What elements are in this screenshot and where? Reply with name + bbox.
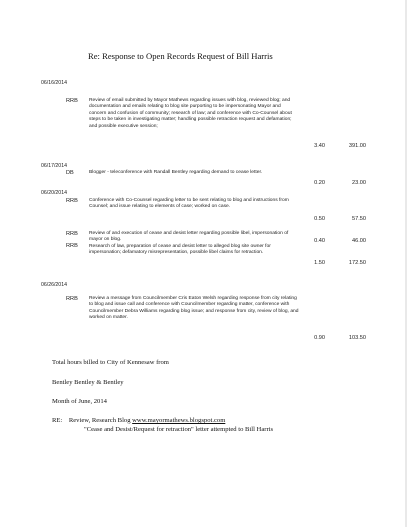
entry-hours: 0.90: [314, 335, 325, 341]
entry-description: Review a message from Councilmember Cris Eaton Welsh regarding response from city relating to blog and issue call and conference with Councilmember regarding matter, conference with Councilmember Debra Williams regarding blog issue; and response from city, review of blog, and worked on matter.: [89, 296, 299, 321]
entry-hours: 1.50: [314, 260, 325, 266]
entry-hours: 0.40: [314, 238, 325, 244]
entry-hours: 3.40: [314, 143, 325, 149]
total-hours-line: Total hours billed to City of Kennesaw from: [52, 359, 169, 366]
entry-amount: 57.50: [352, 216, 366, 222]
entry-description: Research of law, preparation of cease and desist letter to alleged blog site owner for impersonation; defamatory misrepresentation, possible libel claims for retraction.: [89, 244, 271, 256]
entry-initials: RRB: [66, 243, 78, 249]
blog-link[interactable]: www.mayormathews.blogspot.com: [132, 417, 226, 424]
billing-month: Month of June, 2014: [52, 398, 107, 405]
entry-amount: 46.00: [352, 238, 366, 244]
entry-date: 06/20/2014: [41, 190, 67, 196]
firm-name: Bentley Bentley & Bentley: [52, 379, 124, 386]
re-text: Review, Research Blog: [68, 417, 131, 424]
entry-initials: RRB: [66, 198, 78, 204]
entry-description: Review of and execution of cease and desist letter regarding possible libel, impersonation of mayor on blog.: [89, 231, 289, 243]
entry-amount: 23.00: [352, 180, 366, 186]
entry-date: 06/16/2014: [41, 80, 67, 86]
entry-initials: RRB: [66, 98, 78, 104]
entry-initials: RRB: [66, 231, 78, 237]
entry-hours: 0.20: [314, 180, 325, 186]
entry-date: 06/17/2014: [41, 163, 67, 169]
entry-amount: 172.50: [348, 260, 366, 266]
entry-date: 06/26/2014: [41, 282, 67, 288]
entry-description: Review of email submitted by Mayor Mathews regarding issues with blog, reviewed blog; and documentation and emails relating to blog site purporting to be impersonating Mayor and concern and confusion of community; research of law; and conference with Co-Counsel about steps to be taken in investigating matter; handling possible retraction request and defamation; and possible executive session;: [89, 98, 292, 129]
entry-initials: DB: [66, 170, 74, 176]
entry-hours: 0.50: [314, 216, 325, 222]
entry-amount: 103.50: [348, 335, 366, 341]
re-line: [52, 417, 225, 424]
entry-amount: 391.00: [348, 143, 366, 149]
re-label: RE:: [52, 417, 63, 424]
entry-description: Conference with Co-Counsel regarding letter to be sent relating to blog and instructions from Counsel; and issue relating to elements of case; worked on case.: [89, 198, 289, 210]
re-line-2: "Cease and Desist/Request for retraction" letter attempted to Bill Harris: [84, 426, 274, 433]
document-heading: Re: Response to Open Records Request of Bill Harris: [88, 51, 273, 61]
entry-description: Blogger - teleconference with Randall Bentley regarding demand to cease letter.: [89, 170, 263, 175]
entry-initials: RRB: [66, 296, 78, 302]
